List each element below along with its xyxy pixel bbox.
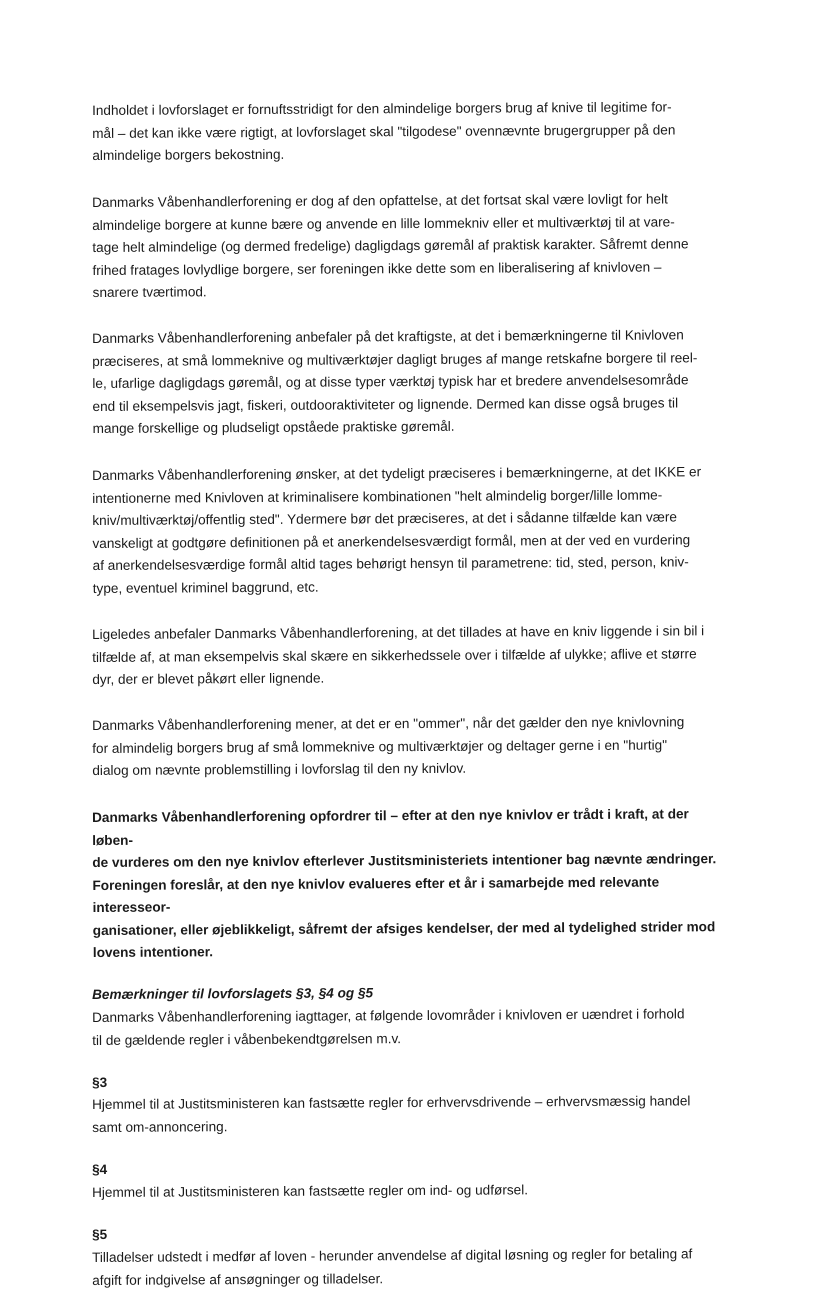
- section-3-text: Hjemmel til at Justitsministeren kan fastsætte regler for erhvervsdrivende – erhvervsmæssig handel samt om-annoncering.: [92, 1093, 691, 1135]
- remarks-heading: Bemærkninger til lovforslagets §3, §4 og §5: [92, 985, 374, 1002]
- paragraph-5: Ligeledes anbefaler Danmarks Våbenhandlerforening, at det tillades at have en kniv liggende i sin bil i tilfælde af, at man eksempelvis skal skære en sikkerhedssele over i tilfælde af ulykke; aflive et større dyr, der er blevet påkørt eller lignende.: [92, 622, 705, 687]
- section-3-title: §3: [92, 1074, 108, 1090]
- paragraph-7: Danmarks Våbenhandlerforening opfordrer til – efter at den nye knivlov er trådt i kraft, at der løben- de vurderes om den nye knivlov efterlever Justitsministeriets intentioner bag nævnte ændringer. Foreningen foreslår, at den nye knivlov evalueres efter et år i samarbejde med relevante interesseor- ganisationer, eller øjeblikkeligt, såfremt der afsiges kendelser, der med al tydelighed strider mod lovens intentioner.: [92, 805, 717, 960]
- paragraph-4: Danmarks Våbenhandlerforening ønsker, at det tydeligt præciseres i bemærkningerne, at det IKKE er intentionerne med Knivloven at kriminalisere kombinationen "helt almindelig borger/lille lomme- kniv/multiværktøj/offentlig sted". Ydermere bør det præciseres, at det i sådanne tilfælde kan være vanskeligt at godtgøre definitionen på et anerkendelsesværdigt formål, men at der ved en vurdering af anerkendelsesværdige formål altid tages behørigt hensyn til parametrene: tid, sted, person, kniv- type, eventuel kriminel baggrund, etc.: [92, 463, 702, 595]
- remarks-intro: Danmarks Våbenhandlerforening iagttager, at følgende lovområder i knivloven er uændret i forhold til de gældende regler i våbenbekendtgørelsen m.v.: [92, 1005, 685, 1047]
- paragraph-2: Danmarks Våbenhandlerforening er dog af den opfattelse, at det fortsat skal være lovligt for helt almindelige borgere at kunne bære og anvende en lille lommekniv eller et multiværktøj til at vare- tage helt almindelige (og dermed fredelige) dagligdags gøremål af praktisk karakter. Såfremt denne frihed fratages lovlydlige borgere, ser foreningen ikke dette som en liberalisering af knivloven – snarere tværtimod.: [92, 190, 689, 300]
- paragraph-1: Indholdet i lovforslaget er fornuftsstridigt for den almindelige borgers brug af knive til legitime for- mål – det kan ikke være rigtigt, at lovforslaget skal "tilgodese" ovennævnte brugergrupper på den almindelige borgers bekostning.: [92, 99, 676, 163]
- paragraph-6: Danmarks Våbenhandlerforening mener, at det er en "ommer", når det gælder den nye knivlovning for almindelig borgers brug af små lommeknive og multiværktøjer og deltager gerne i en "hurtig" dialog om nævnte problemstilling i lovforslag til den ny knivlov.: [92, 714, 685, 778]
- section-5-title: §5: [92, 1226, 108, 1242]
- paragraph-3: Danmarks Våbenhandlerforening anbefaler på det kraftigste, at det i bemærkningerne til Knivloven præciseres, at små lommeknive og multiværktøjer dagligt bruges af mange retskafne borgere til reel- le, ufarlige dagligdags gøremål, og at disse typer værktøj typisk har et bredere anvendelsesområde end til eksempelsvis jagt, fiskeri, outdooraktiviteter og lignende. Dermed kan disse også bruges til mange forskellige og pludseligt opståede praktiske gøremål.: [92, 327, 698, 436]
- section-5-text: Tilladelser udstedt i medfør af loven - herunder anvendelse af digital løsning og regler for betaling af afgift for indgivelse af ansøgninger og tilladelser.: [92, 1245, 693, 1287]
- section-4-text: Hjemmel til at Justitsministeren kan fastsætte regler om ind- og udførsel.: [92, 1181, 529, 1200]
- section-4-title: §4: [92, 1161, 108, 1177]
